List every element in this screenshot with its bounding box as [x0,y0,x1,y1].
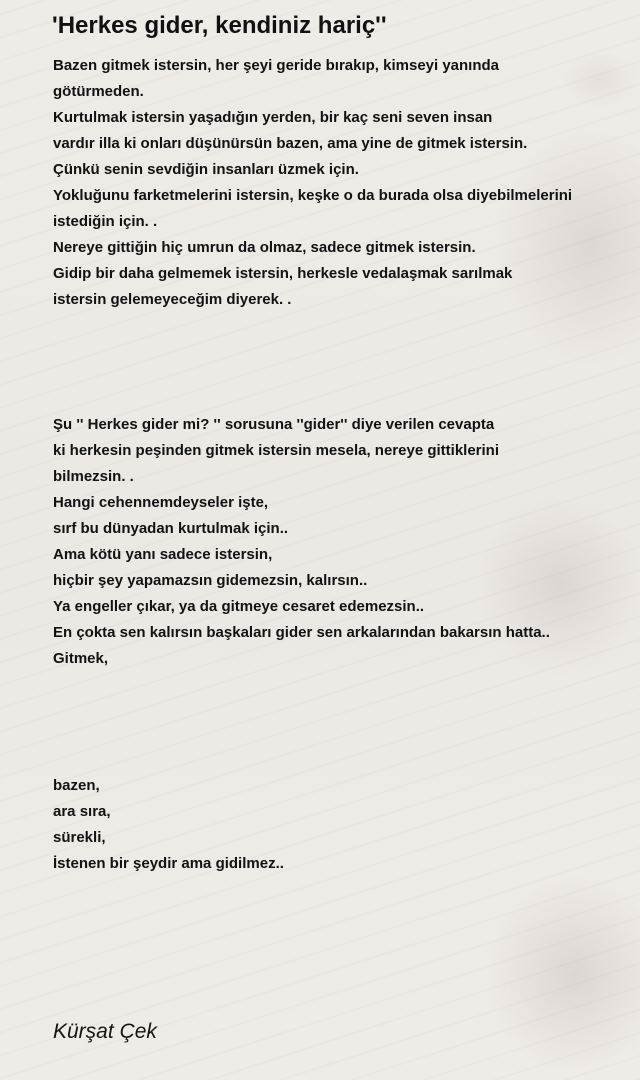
poem-line: bilmezsin. . [53,468,134,485]
poem-line: sürekli, [53,829,106,846]
poem-stanza-3 [53,773,628,877]
poem-line: Gidip bir daha gelmemek istersin, herkesle vedalaşmak sarılmak [53,265,513,282]
poem-line: sırf bu dünyadan kurtulmak için.. [53,520,289,537]
poem-line: Kurtulmak istersin yaşadığın yerden, bir kaç seni seven insan [53,109,493,126]
poem-line: Bazen gitmek istersin, her şeyi geride bırakıp, kimseyi yanında [53,57,500,74]
poem-line: bazen, [53,777,100,794]
poem-line: Ya engeller çıkar, ya da gitmeye cesaret edemezsin.. [53,598,425,615]
poem-line: istersin gelemeyeceğim diyerek. . [53,291,292,308]
poem-line: En çokta sen kalırsın başkaları gider sen arkalarından bakarsın hatta.. [53,624,550,641]
poem-line: ki herkesin peşinden gitmek istersin mesela, nereye gittiklerini [53,442,500,459]
poem-line: Hangi cehennemdeyseler işte, [53,494,269,511]
poem-line: Şu '' Herkes gider mi? '' sorusuna ''gider'' diye verilen cevapta [53,416,495,433]
poem-line: Ama kötü yanı sadece istersin, [53,546,273,563]
poem-line: Nereye gittiğin hiç umrun da olmaz, sadece gitmek istersin. [53,239,476,256]
poem-line: istediğin için. . [53,213,158,230]
poem-stanza-1 [53,53,628,313]
poem-stanza-2 [53,412,628,672]
poem-line: Gitmek, [53,650,109,667]
poem-title: 'Herkes gider, kendiniz hariç'' [52,12,387,39]
poem-line: hiçbir şey yapamazsın gidemezsin, kalırsın.. [53,572,368,589]
poem-author: Kürşat Çek [53,1020,157,1043]
poem-line: İstenen bir şeydir ama gidilmez.. [53,855,284,872]
poem-line: götürmeden. [53,83,144,100]
poem-line: ara sıra, [53,803,111,820]
poem-line: Yokluğunu farketmelerini istersin, keşke o da burada olsa diyebilmelerini [53,187,573,204]
poem-line: vardır illa ki onları düşünürsün bazen, ama yine de gitmek istersin. [53,135,528,152]
poem-line: Çünkü senin sevdiğin insanları üzmek için. [53,161,359,178]
